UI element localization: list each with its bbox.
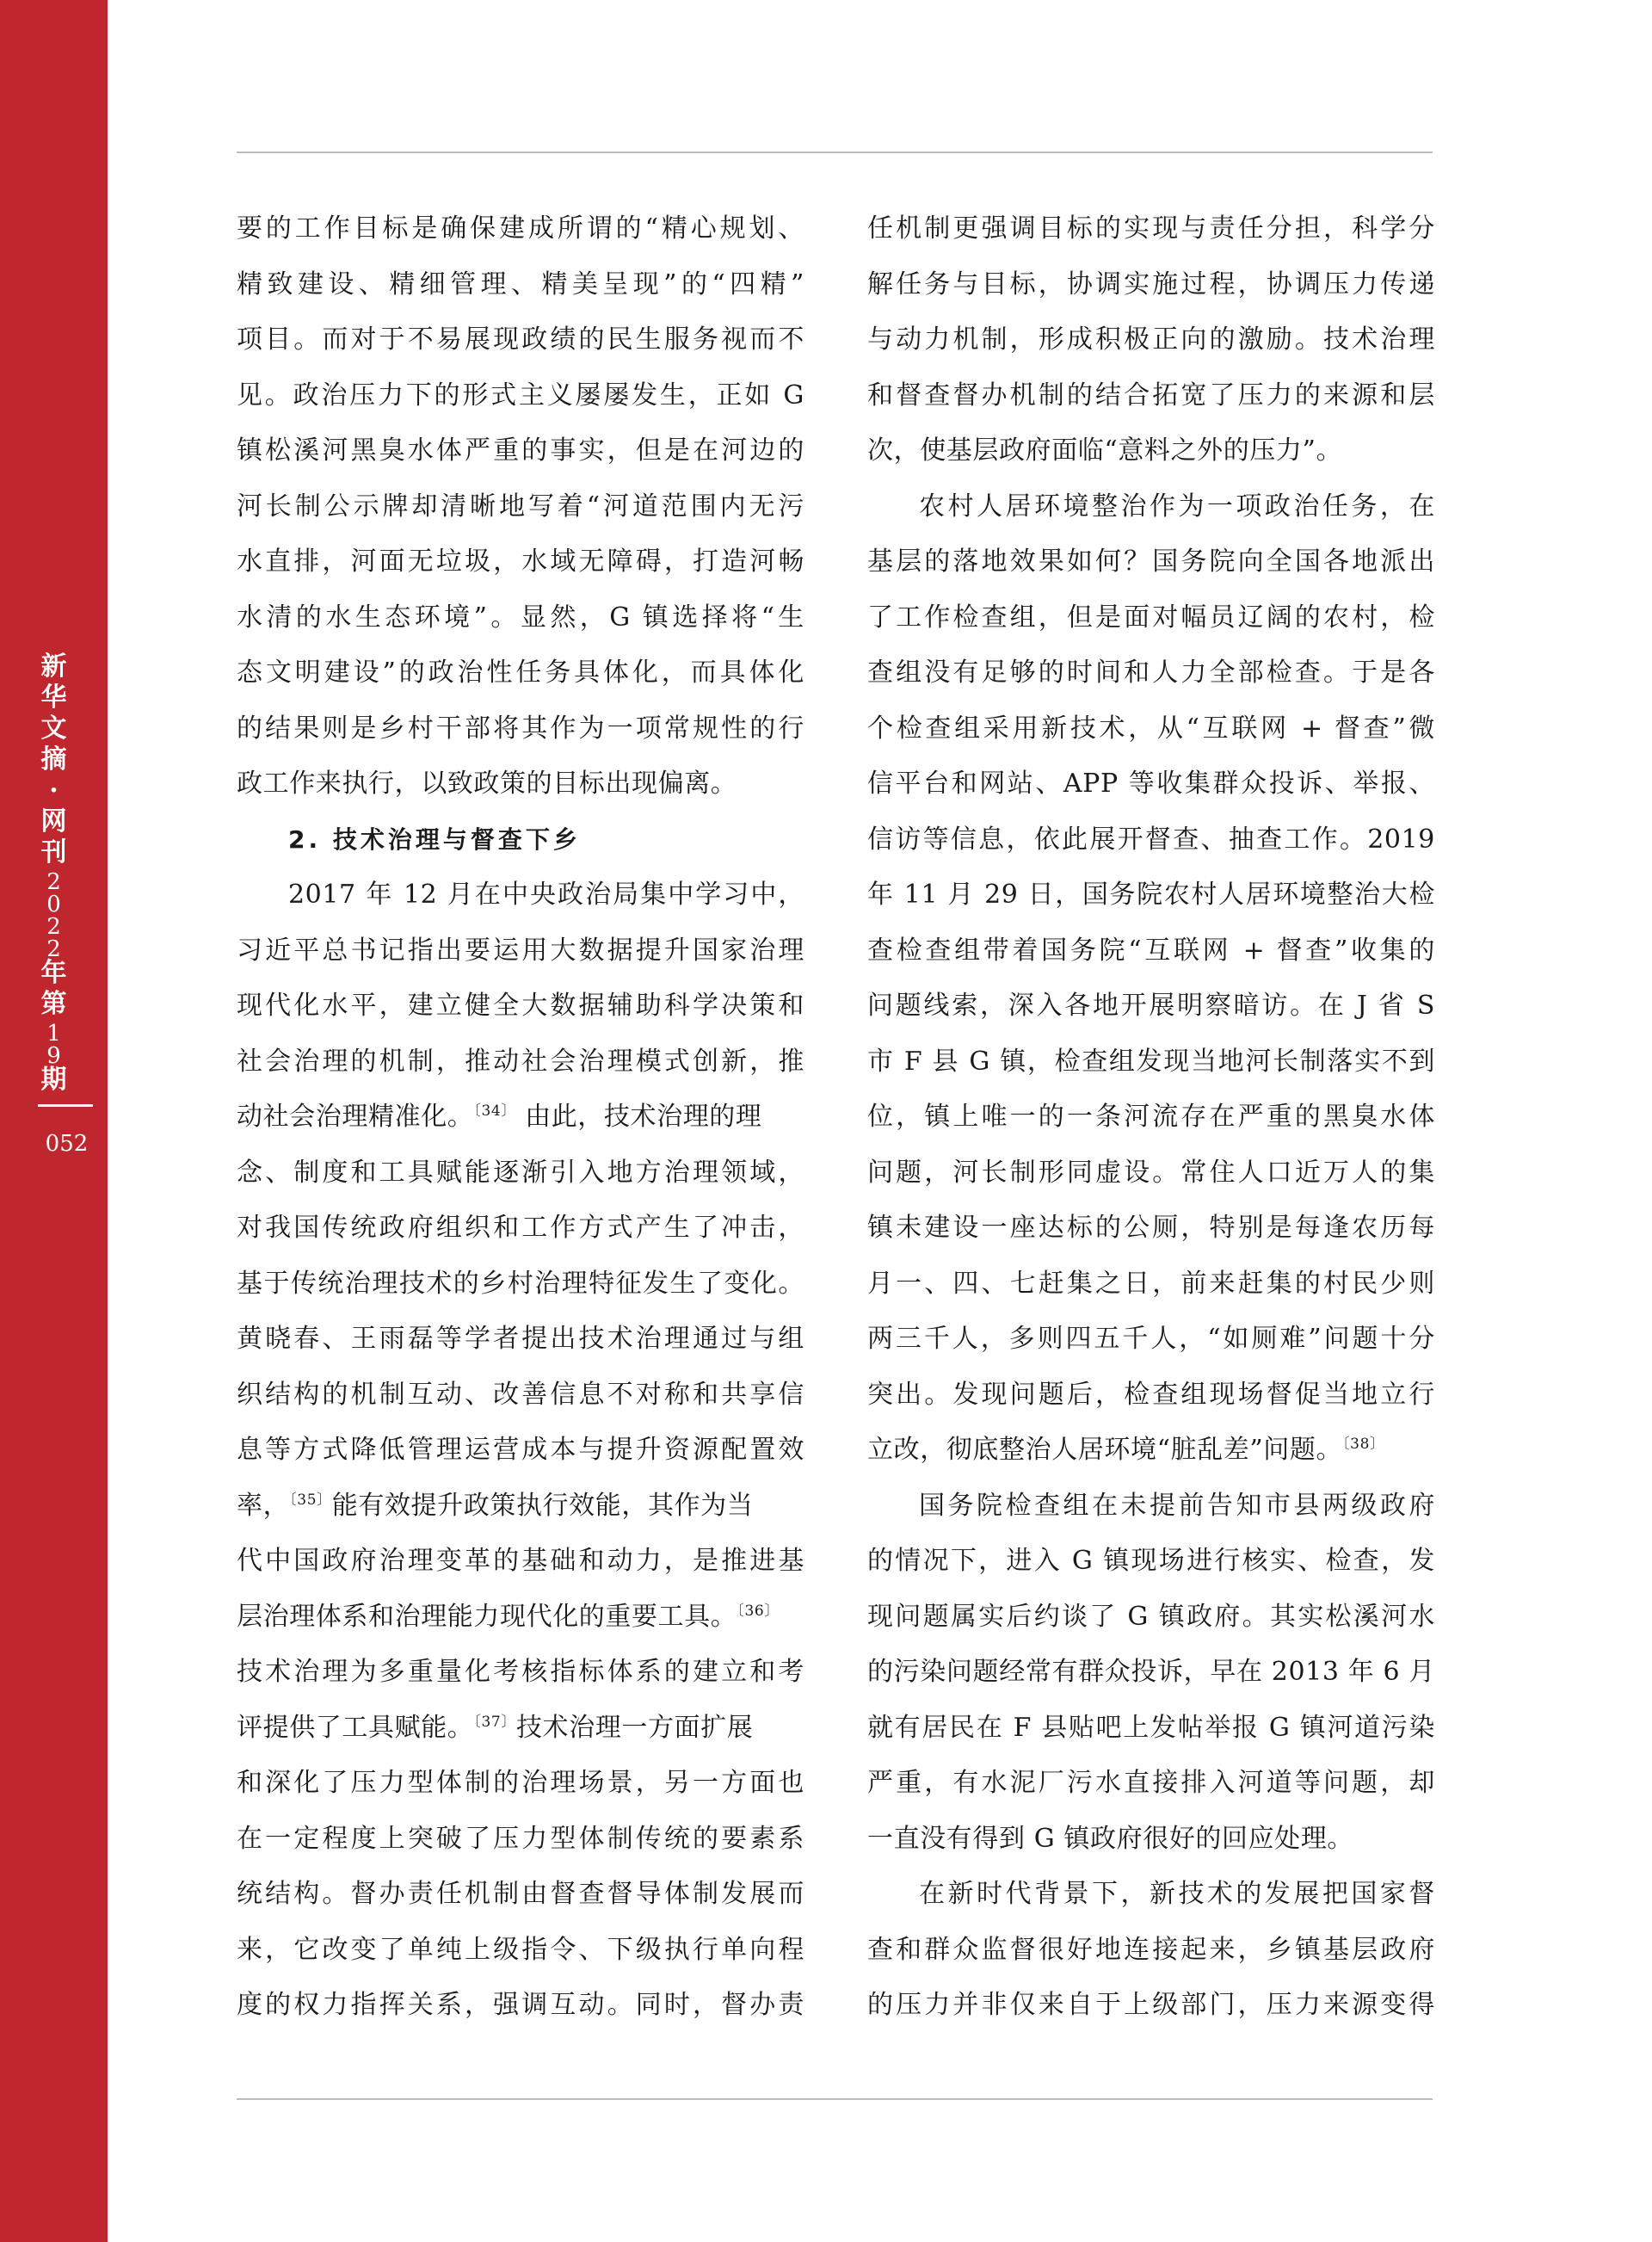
text-line: 态文明建设”的政治性任务具体化，而具体化 <box>237 658 804 688</box>
text-line: 的压力并非仅来自于上级部门，压力来源变得 <box>867 1990 1435 2020</box>
text-line: 社会治理的机制，推动社会治理模式创新，推 <box>237 1046 804 1077</box>
text-line: 信访等信息，依此展开督查、抽查工作。2019 <box>867 824 1435 855</box>
text-line: 2017 年 12 月在中央政治局集中学习中， <box>288 880 804 910</box>
text-line <box>237 1479 804 1535</box>
text-line: 现代化水平，建立健全大数据辅助科学决策和 <box>237 991 804 1021</box>
text-line: 的结果则是乡村干部将其作为一项常规性的行 <box>237 713 804 744</box>
text-line: 和督查督办机制的结合拓宽了压力的来源和层 <box>867 380 1435 411</box>
text-line: 河长制公示牌却清晰地写着“河道范围内无污 <box>237 491 804 522</box>
journal-char: 9 <box>46 1043 61 1069</box>
text-line: 在新时代背景下，新技术的发展把国家督 <box>919 1879 1435 1909</box>
text-line: 和深化了压力型体制的治理场景，另一方面也 <box>237 1768 804 1798</box>
text-line: 织结构的机制互动、改善信息不对称和共享信 <box>237 1379 804 1410</box>
text-line: 基层的落地效果如何？国务院向全国各地派出 <box>867 547 1435 577</box>
text-line: 严重，有水泥厂污水直接排入河道等问题，却 <box>867 1768 1435 1798</box>
text-line: 一直没有得到 G 镇政府很好的回应处理。 <box>867 1823 1354 1854</box>
text-line: 农村人居环境整治作为一项政治任务，在 <box>919 491 1435 522</box>
text-line: 代中国政府治理变革的基础和动力，是推进基 <box>237 1546 804 1576</box>
text-line: 问题，河长制形同虚设。常住人口近万人的集 <box>867 1157 1435 1188</box>
citation-ref: 〔37〕 <box>473 1713 516 1731</box>
text-run: 能有效提升政策执行效能，其作为当 <box>331 1490 754 1521</box>
section-heading: 2. 技术治理与督查下乡 <box>288 825 581 854</box>
journal-char: 新 <box>40 652 67 682</box>
page-number: 052 <box>45 1131 89 1157</box>
text-line: 政工作来执行，以致政策的目标出现偏离。 <box>237 769 737 799</box>
text-line: 查和群众监督很好地连接起来，乡镇基层政府 <box>867 1934 1435 1965</box>
journal-char: 2 <box>46 936 61 962</box>
text-line <box>867 1423 1435 1479</box>
text-line: 了工作检查组，但是面对幅员辽阔的农村，检 <box>867 602 1435 633</box>
text-line: 念、制度和工具赋能逐渐引入地方治理领域， <box>237 1157 804 1188</box>
text-line: 问题线索，深入各地开展明察暗访。在 J 省 S <box>867 991 1435 1021</box>
journal-char: · <box>49 775 59 806</box>
journal-char: 1 <box>46 1021 61 1047</box>
journal-char: 摘 <box>40 744 67 775</box>
sidebar-divider <box>38 1104 93 1107</box>
journal-char: 第 <box>40 989 67 1019</box>
journal-char: 华 <box>40 682 67 713</box>
text-line: 解任务与目标，协调实施过程，协调压力传递 <box>867 269 1435 300</box>
text-line: 任机制更强调目标的实现与责任分担，科学分 <box>867 213 1435 244</box>
journal-char: 文 <box>40 713 67 744</box>
text-line <box>237 1590 804 1646</box>
bottom-rule <box>237 2098 1433 2100</box>
sidebar-band <box>0 0 108 2242</box>
text-line: 个检查组采用新技术，从“互联网 + 督查”微 <box>867 713 1435 744</box>
text-line: 度的权力指挥关系，强调互动。同时，督办责 <box>237 1990 804 2020</box>
citation-ref: 〔35〕 <box>289 1491 332 1509</box>
text-line: 镇松溪河黑臭水体严重的事实，但是在河边的 <box>237 435 804 466</box>
text-line: 位，镇上唯一的一条河流存在严重的黑臭水体 <box>867 1102 1435 1132</box>
citation-ref: 〔36〕 <box>737 1602 780 1620</box>
text-run: 动社会治理精准化。 <box>237 1102 474 1132</box>
text-line <box>237 1701 804 1757</box>
text-line: 精致建设、精细管理、精美呈现”的“四精” <box>237 269 804 300</box>
text-line: 月一、四、七赶集之日，前来赶集的村民少则 <box>867 1268 1435 1299</box>
text-line: 要的工作目标是确保建成所谓的“精心规划、 <box>237 213 804 244</box>
journal-char: 刊 <box>40 837 67 868</box>
journal-char: 2 <box>46 914 61 940</box>
text-line: 水直排，河面无垃圾，水域无障碍，打造河畅 <box>237 547 804 577</box>
left-column <box>237 201 804 2034</box>
journal-char: 网 <box>40 806 67 837</box>
text-line: 信平台和网站、APP 等收集群众投诉、举报、 <box>867 769 1435 799</box>
text-line: 来，它改变了单纯上级指令、下级执行单向程 <box>237 1934 804 1965</box>
citation-ref: 〔34〕 <box>473 1102 516 1120</box>
text-line: 查组没有足够的时间和人力全部检查。于是各 <box>867 658 1435 688</box>
text-line: 项目。而对于不易展现政绩的民生服务视而不 <box>237 324 804 355</box>
text-line: 习近平总书记指出要运用大数据提升国家治理 <box>237 935 804 966</box>
citation-ref: 〔38〕 <box>1342 1436 1385 1453</box>
text-run: 立改，彻底整治人居环境“脏乱差”问题。 <box>867 1435 1343 1465</box>
text-run: 层治理体系和治理能力现代化的重要工具。 <box>237 1601 737 1632</box>
text-run: 评提供了工具赋能。 <box>237 1712 474 1743</box>
text-line: 技术治理为多重量化考核指标体系的建立和考 <box>237 1657 804 1687</box>
text-line: 的情况下，进入 G 镇现场进行核实、检查，发 <box>867 1546 1435 1576</box>
journal-char: 0 <box>46 892 61 917</box>
text-line: 的污染问题经常有群众投诉，早在 2013 年 6 月 <box>867 1657 1435 1687</box>
journal-char: 2 <box>46 869 61 895</box>
top-rule <box>237 151 1433 153</box>
text-run: 率， <box>237 1490 290 1521</box>
text-line: 水清的水生态环境”。显然，G 镇选择将“生 <box>237 602 804 633</box>
text-line: 查检查组带着国务院“互联网 + 督查”收集的 <box>867 935 1435 966</box>
text-line: 两三千人，多则四五千人，“如厕难”问题十分 <box>867 1324 1435 1354</box>
text-line: 镇未建设一座达标的公厕，特别是每逢农历每 <box>867 1213 1435 1243</box>
text-run: 由此，技术治理的理 <box>515 1102 762 1132</box>
journal-char: 期 <box>40 1065 67 1095</box>
text-line: 市 F 县 G 镇，检查组发现当地河长制落实不到 <box>867 1046 1435 1077</box>
journal-title <box>0 654 108 1098</box>
text-line: 年 11 月 29 日，国务院农村人居环境整治大检 <box>867 880 1435 910</box>
text-line: 次，使基层政府面临“意料之外的压力”。 <box>867 435 1343 466</box>
text-line: 息等方式降低管理运营成本与提升资源配置效 <box>237 1435 804 1465</box>
text-line: 在一定程度上突破了压力型体制传统的要素系 <box>237 1823 804 1854</box>
text-line: 基于传统治理技术的乡村治理特征发生了变化。 <box>237 1268 804 1299</box>
text-line: 见。政治压力下的形式主义屡屡发生，正如 G <box>237 380 804 411</box>
text-line: 国务院检查组在未提前告知市县两级政府 <box>919 1490 1435 1521</box>
journal-char: 年 <box>40 958 67 988</box>
right-column <box>867 201 1435 2034</box>
text-line: 现问题属实后约谈了 G 镇政府。其实松溪河水 <box>867 1601 1435 1632</box>
text-line: 黄晓春、王雨磊等学者提出技术治理通过与组 <box>237 1324 804 1354</box>
text-line: 统结构。督办责任机制由督查督导体制发展而 <box>237 1879 804 1909</box>
text-line <box>237 1090 804 1146</box>
text-line: 突出。发现问题后，检查组现场督促当地立行 <box>867 1379 1435 1410</box>
text-run: 技术治理一方面扩展 <box>515 1712 754 1743</box>
text-line: 对我国传统政府组织和工作方式产生了冲击， <box>237 1213 804 1243</box>
text-line: 就有居民在 F 县贴吧上发帖举报 G 镇河道污染 <box>867 1712 1435 1743</box>
text-line: 与动力机制，形成积极正向的激励。技术治理 <box>867 324 1435 355</box>
